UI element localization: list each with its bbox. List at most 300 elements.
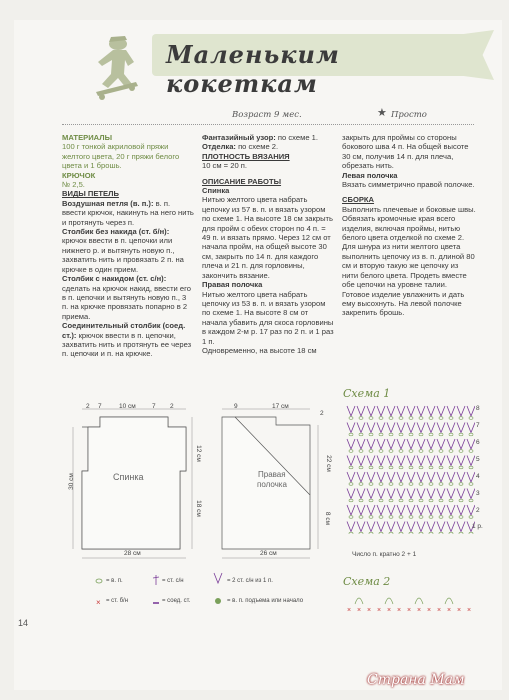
- chain-stitch-symbol: [429, 516, 433, 519]
- density-text: 10 см = 20 п.: [202, 161, 248, 171]
- v-stitch-symbol: [367, 423, 375, 433]
- vp-term: Воздушная петля (в. п.):: [62, 198, 154, 208]
- v-stitch-symbol: [467, 456, 475, 466]
- chain-stitch-symbol: [419, 450, 423, 453]
- ssn-term: Столбик с накидом (ст. с/н):: [62, 274, 167, 284]
- legend-sbn: = ст. б/н: [106, 598, 129, 604]
- v-stitch-symbol: [357, 406, 365, 416]
- v-stitch-symbol: [447, 505, 455, 515]
- v-stitch-symbol: [407, 489, 415, 499]
- sbn-paragraph: [62, 227, 194, 274]
- chain-stitch-symbol: [349, 516, 353, 519]
- chain-stitch-symbol: [389, 450, 393, 453]
- chain-stitch-symbol: [439, 466, 443, 469]
- v-stitch-symbol: [437, 472, 445, 482]
- v-stitch-symbol: [377, 489, 385, 499]
- chain-stitch-symbol: [449, 417, 453, 420]
- pattern-diagram: [60, 395, 342, 565]
- chain-stitch-symbol: [429, 450, 433, 453]
- chain-stitch-symbol: [399, 450, 403, 453]
- v-stitch-symbol: [357, 456, 365, 466]
- back-text: Нитью желтого цвета набрать цепочку из 57 в. п. и вязать узором по схеме 1. На высоте 18 см закрыть для пройм с обеих сторон по 4 п. = 49 п. и вязать прямо. Через 12 см от начала пройм, на общей высоте 30 см, закрыть по 14 п. для каждого плеча и 21 п. для горловины, закончить вязание.: [202, 195, 333, 280]
- v-stitch-symbol: [417, 456, 425, 466]
- chain-stitch-symbol: [469, 417, 473, 420]
- v-stitch-symbol: [357, 522, 365, 532]
- armhole-text: закрыть для проймы со стороны бокового шва 4 п. На общей высоте 30 см, получив 14 п. для плеча, обрезать нить.: [342, 133, 469, 171]
- materials-text: 100 г тонкой акриловой пряжи желтого цвета, 20 г пряжи белого цвета и 1 брошь.: [62, 142, 180, 171]
- chain-stitch-symbol: [389, 466, 393, 469]
- left-front-text: Вязать симметрично правой полочке.: [342, 180, 475, 190]
- v-stitch-symbol: [437, 406, 445, 416]
- chain-stitch-symbol: [409, 516, 413, 519]
- chain-stitch-symbol: [379, 433, 383, 436]
- v-stitch-symbol: [407, 439, 415, 449]
- chain-stitch-symbol: [379, 450, 383, 453]
- chain-stitch-symbol: [469, 499, 473, 502]
- v-stitch-symbol: [407, 472, 415, 482]
- v-stitch-symbol: [397, 505, 405, 515]
- v-stitch-symbol: [387, 489, 395, 499]
- schema-row-2: 2: [476, 507, 480, 514]
- sbn-symbol: ×: [417, 607, 422, 614]
- v-stitch-symbol: [457, 505, 465, 515]
- v-stitch-symbol: [417, 439, 425, 449]
- chain-stitch-symbol: [409, 483, 413, 486]
- v-stitch-symbol: [437, 423, 445, 433]
- sbn-symbol: ×: [367, 607, 372, 614]
- dim-front-width: 26 см: [260, 550, 277, 557]
- chain-stitch-symbol: [389, 532, 393, 534]
- v-stitch-symbol: [447, 472, 455, 482]
- v-stitch-symbol: [387, 456, 395, 466]
- chain-stitch-symbol: [439, 499, 443, 502]
- sbn-text: крючок ввести в п. цепочки или нижнего р. и вытянуть новую п., захватить нить и провязать 2 п. на крючке в один прием.: [62, 236, 184, 274]
- v-stitch-symbol: [347, 456, 355, 466]
- chain-stitch-symbol: [429, 532, 433, 534]
- v-stitch-symbol: [457, 439, 465, 449]
- v-stitch-symbol: [347, 439, 355, 449]
- schema-row-1: 1 р.: [472, 523, 483, 530]
- v-stitch-symbol: [377, 406, 385, 416]
- chain-stitch-symbol: [429, 417, 433, 420]
- vp-text: в. п. ввести крючок, накинуть на него нить и протянуть через п.: [62, 198, 194, 227]
- v-stitch-symbol: [457, 489, 465, 499]
- dim-back-side: 18 см: [194, 500, 202, 517]
- right-front-heading: Правая полочка: [202, 280, 263, 290]
- difficulty-label: Просто: [391, 110, 427, 120]
- v-stitch-symbol: [427, 406, 435, 416]
- chain-stitch-symbol: [419, 532, 423, 534]
- dotted-divider: [62, 124, 474, 125]
- chain-stitch-symbol: [399, 466, 403, 469]
- chain-stitch-symbol: [449, 433, 453, 436]
- v-stitch-symbol: [397, 406, 405, 416]
- chain-stitch-symbol: [349, 483, 353, 486]
- v-stitch-symbol: [367, 489, 375, 499]
- chain-stitch-symbol: [379, 499, 383, 502]
- v-stitch-symbol: [457, 522, 465, 532]
- chain-stitch-symbol: [349, 532, 353, 534]
- v-stitch-symbol: [377, 522, 385, 532]
- work-heading: ОПИСАНИЕ РАБОТЫ: [202, 176, 282, 186]
- chain-stitch-symbol: [469, 516, 473, 519]
- v-stitch-symbol: [447, 489, 455, 499]
- v-stitch-symbol: [437, 456, 445, 466]
- sbn-symbol: ×: [387, 607, 392, 614]
- chain-stitch-symbol: [419, 466, 423, 469]
- dim-back-shoulder-left: 2: [86, 403, 90, 410]
- legend-ss: = соед. ст.: [162, 598, 191, 604]
- ssn-paragraph: [62, 274, 194, 321]
- chain-stitch-symbol: [359, 433, 363, 436]
- v-stitch-symbol: [397, 456, 405, 466]
- chain-stitch-symbol: [389, 433, 393, 436]
- legend-symbols-3: [211, 571, 225, 611]
- chain-stitch-symbol: [359, 466, 363, 469]
- right-front-text-2: Одновременно, на высоте 18 см: [202, 345, 317, 355]
- legend-symbols-1: [93, 575, 105, 611]
- v-stitch-symbol: [347, 489, 355, 499]
- chain-stitch-symbol: [449, 450, 453, 453]
- chain-stitch-symbol: [379, 532, 383, 534]
- chain-stitch-symbol: [459, 433, 463, 436]
- v-stitch-symbol: [427, 456, 435, 466]
- edge-text: по схеме 2.: [235, 142, 279, 152]
- v-stitch-symbol: [347, 505, 355, 515]
- v-stitch-symbol: [407, 522, 415, 532]
- v-stitch-symbol: [457, 406, 465, 416]
- sbn-term: Столбик без накида (ст. б/н):: [62, 227, 170, 237]
- dim-back-shoulder-7-left: 7: [98, 403, 102, 410]
- v-stitch-symbol: [417, 505, 425, 515]
- chain-stitch-symbol: [429, 499, 433, 502]
- v-stitch-symbol: [447, 522, 455, 532]
- chain-stitch-symbol: [369, 417, 373, 420]
- chain-stitch-symbol: [359, 450, 363, 453]
- chain-stitch-symbol: [449, 516, 453, 519]
- right-front-label-1: Правая: [258, 470, 286, 479]
- chain-stitch-symbol: [439, 483, 443, 486]
- v-stitch-symbol: [377, 423, 385, 433]
- schema-row-8: 8: [476, 405, 480, 412]
- chain-stitch-symbol: [359, 532, 363, 534]
- column-assembly: [342, 133, 476, 318]
- chain-stitch-symbol: [349, 499, 353, 502]
- v-stitch-symbol: [397, 489, 405, 499]
- v-stitch-symbol: [347, 406, 355, 416]
- sbn-symbol: ×: [457, 607, 462, 614]
- chain-stitch-symbol: [419, 499, 423, 502]
- age-label: Возраст 9 мес.: [232, 110, 302, 120]
- sbn-symbol: ×: [427, 607, 432, 614]
- fancy-term: Фантазийный узор:: [202, 133, 276, 142]
- back-heading: Спинка: [202, 186, 230, 196]
- dim-back-height: 30 см: [67, 473, 75, 490]
- v-stitch-symbol: [357, 423, 365, 433]
- chain-stitch-symbol: [409, 499, 413, 502]
- legend-two-ssn: = 2 ст. с/н из 1 п.: [227, 578, 273, 584]
- v-stitch-symbol: [417, 472, 425, 482]
- v-stitch-symbol: [357, 472, 365, 482]
- v-stitch-symbol: [407, 456, 415, 466]
- v-stitch-symbol: [367, 522, 375, 532]
- chain-stitch-symbol: [379, 516, 383, 519]
- v-stitch-symbol: [437, 439, 445, 449]
- page-number: 14: [18, 618, 29, 628]
- vp-paragraph: [62, 199, 194, 227]
- dim-front-shoulder: 17 см: [272, 403, 289, 410]
- chain-stitch-symbol: [439, 433, 443, 436]
- chain-stitch-symbol: [439, 417, 443, 420]
- dim-front-lower: 8 см: [324, 511, 332, 526]
- chain-stitch-symbol: [349, 417, 353, 420]
- sbn-symbol: ×: [447, 607, 452, 614]
- chain-stitch-symbol: [469, 483, 473, 486]
- chain-stitch-symbol: [409, 417, 413, 420]
- chain-stitch-symbol: [379, 466, 383, 469]
- picot-symbol: [445, 598, 453, 604]
- chain-stitch-symbol: [409, 466, 413, 469]
- schema-row-7: 7: [476, 422, 480, 429]
- density-heading: ПЛОТНОСТЬ ВЯЗАНИЯ: [202, 151, 290, 161]
- legend-symbols-2: [150, 573, 162, 611]
- v-stitch-symbol: [397, 522, 405, 532]
- picot-symbol: [355, 598, 363, 604]
- dim-back-width: 28 см: [124, 550, 141, 557]
- v-stitch-symbol: [347, 522, 355, 532]
- legend-ssn: = ст. с/н: [162, 578, 184, 584]
- v-stitch-symbol: [377, 505, 385, 515]
- sbn-symbol: ×: [347, 607, 352, 614]
- v-stitch-symbol: [367, 456, 375, 466]
- right-front-label-2: полочка: [257, 480, 287, 489]
- chain-stitch-symbol: [399, 483, 403, 486]
- cord-text: Для шнура из нити желтого цвета выполнить цепочку из в. п. длиной 80 см и вторую такую же цепочку из нити белого цвета. Продеть вместе обе цепочки на уровне талии. Готовое изделие увлажнить и дать ему высохнуть. На левой полочке закрепить брошь.: [342, 242, 475, 318]
- ss-paragraph: [62, 321, 194, 359]
- v-stitch-symbol: [427, 423, 435, 433]
- chain-stitch-symbol: [439, 532, 443, 534]
- chain-stitch-symbol: [369, 483, 373, 486]
- chain-stitch-symbol: [349, 433, 353, 436]
- v-stitch-symbol: [427, 505, 435, 515]
- v-stitch-symbol: [437, 522, 445, 532]
- edge-term: Отделка:: [202, 142, 236, 152]
- schema-1-chart: [343, 402, 475, 534]
- chain-stitch-symbol: [399, 516, 403, 519]
- column-description: [202, 133, 335, 355]
- star-icon: ★: [377, 107, 387, 119]
- schema-row-4: 4: [476, 473, 480, 480]
- chain-stitch-symbol: [369, 516, 373, 519]
- chain-stitch-symbol: [399, 433, 403, 436]
- chain-stitch-symbol: [399, 499, 403, 502]
- chain-stitch-symbol: [469, 433, 473, 436]
- dim-front-small: 2: [320, 410, 324, 417]
- fancy-text: по схеме 1.: [275, 133, 318, 142]
- dim-back-shoulder-7-right: 7: [152, 403, 156, 410]
- v-stitch-symbol: [357, 505, 365, 515]
- chain-stitch-symbol: [469, 450, 473, 453]
- dim-back-armhole: 12 см: [194, 445, 202, 462]
- back-piece-label: Спинка: [113, 472, 144, 482]
- v-stitch-symbol: [417, 522, 425, 532]
- chain-stitch-symbol: [369, 466, 373, 469]
- v-stitch-symbol: [397, 423, 405, 433]
- chain-stitch-symbol: [389, 516, 393, 519]
- v-stitch-symbol: [457, 472, 465, 482]
- chain-stitch-symbol: [469, 532, 473, 534]
- edge-paragraph: [202, 142, 335, 151]
- chain-stitch-symbol: [359, 483, 363, 486]
- schema-2-title: Схема 2: [343, 575, 391, 588]
- chain-stitch-symbol: [459, 466, 463, 469]
- dim-front-height: 22 см: [324, 455, 332, 472]
- v-stitch-symbol: [427, 472, 435, 482]
- v-stitch-symbol: [377, 456, 385, 466]
- v-stitch-symbol: [387, 505, 395, 515]
- chain-stitch-symbol: [399, 417, 403, 420]
- v-stitch-symbol: [387, 423, 395, 433]
- schema-repeat-note: Число п. кратно 2 + 1: [352, 551, 417, 558]
- loops-heading: ВИДЫ ПЕТЕЛЬ: [62, 189, 119, 199]
- chain-stitch-symbol: [349, 450, 353, 453]
- chain-stitch-symbol: [369, 532, 373, 534]
- fancy-paragraph: [202, 133, 335, 142]
- ss-text: крючок ввести в п. цепочки, захватить нить и протянуть ее через п. цепочки и п. на крючке.: [62, 330, 192, 359]
- v-stitch-symbol: [417, 423, 425, 433]
- page-title: Маленьким кокеткам: [166, 40, 340, 98]
- hook-text: № 2,5.: [62, 180, 85, 190]
- v-stitch-symbol: [407, 406, 415, 416]
- chain-stitch-symbol: [389, 499, 393, 502]
- v-stitch-symbol: [347, 423, 355, 433]
- sbn-symbol: ×: [357, 607, 362, 614]
- v-stitch-symbol: [467, 489, 475, 499]
- chain-stitch-symbol: [359, 516, 363, 519]
- chain-stitch-symbol: [389, 417, 393, 420]
- chain-stitch-symbol: [419, 516, 423, 519]
- v-stitch-symbol: [407, 505, 415, 515]
- chain-stitch-symbol: [359, 417, 363, 420]
- column-materials: [62, 133, 194, 359]
- chain-stitch-symbol: [379, 483, 383, 486]
- hook-heading: КРЮЧОК: [62, 170, 96, 180]
- v-stitch-symbol: [447, 456, 455, 466]
- chain-stitch-symbol: [349, 466, 353, 469]
- v-stitch-symbol: [467, 423, 475, 433]
- skater-silhouette-image: [78, 32, 153, 102]
- chain-stitch-symbol: [419, 433, 423, 436]
- legend-lift: = в. п. подъема или начало: [227, 598, 304, 604]
- chain-stitch-symbol: [419, 417, 423, 420]
- site-watermark: Страна Мам: [367, 672, 465, 688]
- assembly-heading: СБОРКА: [342, 195, 375, 205]
- chain-stitch-symbol: [389, 483, 393, 486]
- v-stitch-symbol: [467, 406, 475, 416]
- v-stitch-symbol: [387, 522, 395, 532]
- schema-row-3: 3: [476, 490, 480, 497]
- ss-term: Соединительный столбик (соед. ст.):: [62, 321, 186, 340]
- sbn-symbol: ×: [397, 607, 402, 614]
- chain-stitch-symbol: [459, 483, 463, 486]
- chain-stitch-symbol: [449, 499, 453, 502]
- sbn-symbol: ×: [377, 607, 382, 614]
- v-stitch-symbol: [447, 406, 455, 416]
- v-stitch-symbol: [427, 522, 435, 532]
- svg-text:×: ×: [96, 598, 101, 607]
- schema-1-title: Схема 1: [343, 387, 391, 400]
- picot-symbol: [385, 598, 393, 604]
- v-stitch-symbol: [387, 472, 395, 482]
- chain-stitch-symbol: [399, 532, 403, 534]
- chain-stitch-symbol: [439, 516, 443, 519]
- dim-back-neck: 10 см: [119, 403, 136, 410]
- v-stitch-symbol: [357, 489, 365, 499]
- v-stitch-symbol: [447, 423, 455, 433]
- v-stitch-symbol: [427, 489, 435, 499]
- v-stitch-symbol: [447, 439, 455, 449]
- chain-stitch-symbol: [379, 417, 383, 420]
- sbn-symbol: ×: [437, 607, 442, 614]
- chain-stitch-symbol: [459, 516, 463, 519]
- v-stitch-symbol: [347, 472, 355, 482]
- picot-symbol: [415, 598, 423, 604]
- left-front-heading: Левая полочка: [342, 170, 398, 180]
- v-stitch-symbol: [377, 472, 385, 482]
- v-stitch-symbol: [357, 439, 365, 449]
- chain-stitch-symbol: [469, 466, 473, 469]
- chain-stitch-symbol: [429, 483, 433, 486]
- chain-stitch-symbol: [409, 532, 413, 534]
- v-stitch-symbol: [407, 423, 415, 433]
- chain-stitch-symbol: [369, 499, 373, 502]
- v-stitch-symbol: [367, 406, 375, 416]
- v-stitch-symbol: [367, 439, 375, 449]
- v-stitch-symbol: [457, 423, 465, 433]
- schema-2-chart: [343, 590, 475, 618]
- chain-stitch-symbol: [409, 433, 413, 436]
- dim-front-neck: 9: [234, 403, 238, 410]
- chain-stitch-symbol: [429, 466, 433, 469]
- schema-row-6: 6: [476, 439, 480, 446]
- v-stitch-symbol: [367, 505, 375, 515]
- schema-row-5: 5: [476, 456, 480, 463]
- v-stitch-symbol: [397, 439, 405, 449]
- sbn-symbol: ×: [407, 607, 412, 614]
- v-stitch-symbol: [437, 505, 445, 515]
- chain-stitch-symbol: [419, 483, 423, 486]
- chain-stitch-symbol: [459, 417, 463, 420]
- chain-stitch-symbol: [369, 450, 373, 453]
- ssn-text: сделать на крючок накид, ввести его в п. цепочки и вытянуть новую п., 3 п. на крючке провязать попарно в 2 приема.: [62, 283, 191, 321]
- materials-heading: МАТЕРИАЛЫ: [62, 133, 112, 142]
- chain-stitch-symbol: [459, 532, 463, 534]
- chain-stitch-symbol: [439, 450, 443, 453]
- sbn-symbol: ×: [467, 607, 472, 614]
- v-stitch-symbol: [377, 439, 385, 449]
- chain-stitch-symbol: [449, 483, 453, 486]
- chain-stitch-symbol: [429, 433, 433, 436]
- chain-stitch-symbol: [459, 450, 463, 453]
- right-front-text: Нитью желтого цвета набрать цепочку из 53 в. п. и вязать узором по схеме 1. На высоте 8 см от начала убавить для скоса горловины в каждом 2-м р. 17 раз по 2 п. и 1 раз 1 п.: [202, 289, 334, 346]
- v-stitch-symbol: [387, 406, 395, 416]
- v-stitch-symbol: [457, 456, 465, 466]
- v-stitch-symbol: [397, 472, 405, 482]
- chain-stitch-symbol: [359, 499, 363, 502]
- chain-stitch-symbol: [459, 499, 463, 502]
- v-stitch-symbol: [367, 472, 375, 482]
- v-stitch-symbol: [467, 439, 475, 449]
